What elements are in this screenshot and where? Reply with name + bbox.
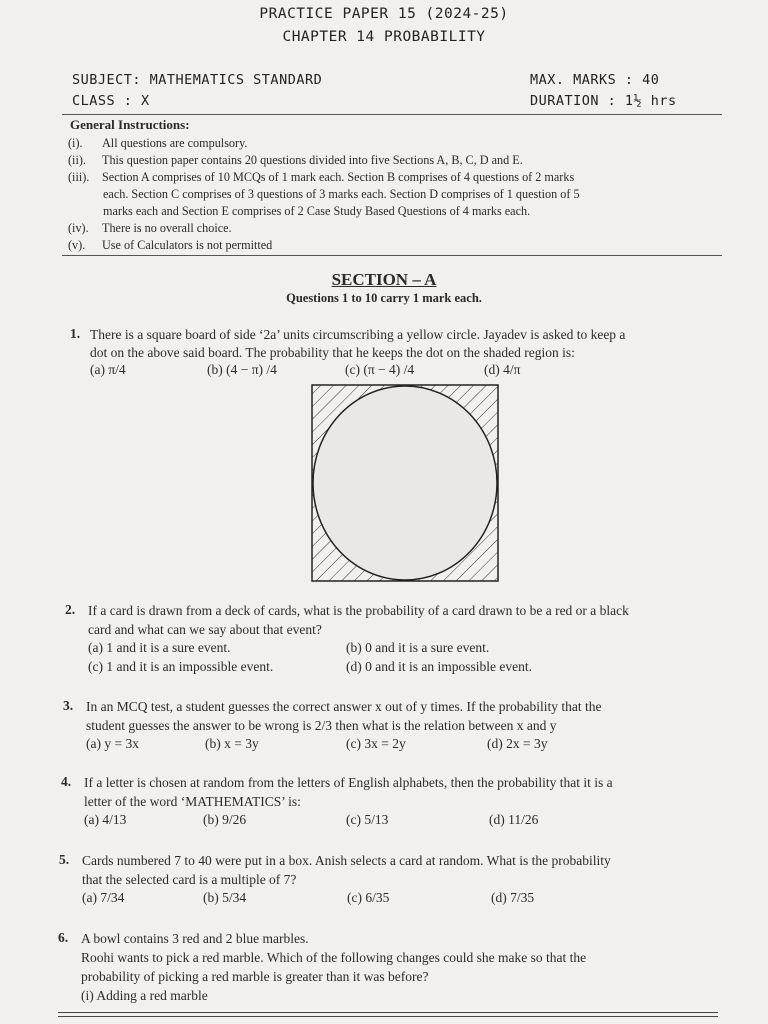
- square-circle-figure: [310, 383, 502, 585]
- question-line: student guesses the answer to be wrong is 2/3 then what is the relation between x and y: [86, 718, 557, 733]
- option-d: (d) 7/35: [491, 890, 535, 905]
- instruction-item: [68, 152, 718, 169]
- header-divider: [62, 114, 722, 115]
- option-a: (a) y = 3x: [86, 736, 139, 751]
- option-b: (b) 9/26: [203, 812, 247, 827]
- question-line: letter of the word ‘MATHEMATICS’ is:: [84, 794, 301, 809]
- instruction-text: All questions are compulsory.: [102, 136, 248, 150]
- question-line: dot on the above said board. The probability that he keeps the dot on the shaded region is:: [90, 345, 575, 360]
- duration-label: DURATION : 1½ hrs: [530, 93, 677, 109]
- inscribed-circle: [313, 386, 497, 580]
- option-c: (c) 6/35: [347, 890, 390, 905]
- option-d: (d) 2x = 3y: [487, 736, 548, 751]
- question-number: 1.: [70, 326, 81, 341]
- question-line: Roohi wants to pick a red marble. Which of the following changes could she make so that the: [81, 950, 587, 965]
- question-number: 2.: [65, 602, 76, 617]
- option-d: (d) 4/π: [484, 362, 521, 377]
- option-c: (c) (π − 4) /4: [345, 362, 415, 377]
- question-number: 4.: [61, 774, 72, 789]
- question-line: If a letter is chosen at random from the letters of English alphabets, then the probability that it is a: [84, 775, 613, 790]
- instruction-item: [68, 169, 718, 186]
- question-number: 6.: [58, 930, 69, 945]
- instruction-text: Use of Calculators is not permitted: [102, 238, 273, 252]
- instructions-divider: [62, 255, 722, 256]
- question-line: (i) Adding a red marble: [81, 988, 208, 1003]
- instruction-number: (v).: [68, 238, 86, 252]
- paper-title: PRACTICE PAPER 15 (2024-25): [259, 6, 509, 22]
- instruction-text: This question paper contains 20 questions divided into five Sections A, B, C, D and E.: [102, 153, 523, 167]
- instruction-text-continued: marks each and Section E comprises of 2 Case Study Based Questions of 4 marks each.: [103, 204, 531, 218]
- instruction-text: There is no overall choice.: [102, 221, 232, 235]
- page-bottom-rule: [58, 1012, 718, 1013]
- question-line: There is a square board of side ‘2a’ units circumscribing a yellow circle. Jayadev is asked to keep a: [90, 327, 626, 342]
- class-label: CLASS : X: [72, 93, 150, 109]
- question-line: A bowl contains 3 red and 2 blue marbles.: [81, 931, 309, 946]
- instruction-number: (iv).: [68, 221, 89, 235]
- section-subtitle: Questions 1 to 10 carry 1 mark each.: [286, 291, 482, 305]
- question-line: probability of picking a red marble is greater than it was before?: [81, 969, 429, 984]
- section-title: SECTION – A: [331, 270, 437, 289]
- instruction-text-continued: each. Section C comprises of 3 questions of 3 marks each. Section D comprises of 1 question of 5: [103, 187, 580, 201]
- question-number: 3.: [63, 698, 74, 713]
- option-b: (b) (4 − π) /4: [207, 362, 277, 377]
- option-a: (a) 4/13: [84, 812, 127, 827]
- subject-label: SUBJECT: MATHEMATICS STANDARD: [72, 72, 323, 88]
- option-d: (d) 11/26: [489, 812, 539, 827]
- option-c: (c) 3x = 2y: [346, 736, 406, 751]
- option-b: (b) 0 and it is a sure event.: [346, 640, 490, 655]
- instruction-number: (ii).: [68, 153, 86, 167]
- option-a: (a) 1 and it is a sure event.: [88, 640, 231, 655]
- question-line: If a card is drawn from a deck of cards, what is the probability of a card drawn to be a red or a black: [88, 603, 629, 618]
- option-a: (a) 7/34: [82, 890, 125, 905]
- option-b: (b) 5/34: [203, 890, 247, 905]
- instruction-item: [68, 237, 718, 254]
- instruction-text: Section A comprises of 10 MCQs of 1 mark each. Section B comprises of 4 questions of 2 marks: [102, 170, 575, 184]
- instruction-item: [68, 135, 718, 152]
- instruction-item: [68, 220, 718, 237]
- instruction-number: (i).: [68, 136, 83, 150]
- question-line: Cards numbered 7 to 40 were put in a box. Anish selects a card at random. What is the probability: [82, 853, 611, 868]
- instructions-title: General Instructions:: [70, 117, 190, 132]
- option-d: (d) 0 and it is an impossible event.: [346, 659, 532, 674]
- question-number: 5.: [59, 852, 70, 867]
- chapter-title: CHAPTER 14 PROBABILITY: [282, 29, 486, 45]
- instruction-number: (iii).: [68, 170, 90, 184]
- question-line: card and what can we say about that event?: [88, 622, 322, 637]
- max-marks-label: MAX. MARKS : 40: [530, 72, 660, 88]
- option-c: (c) 5/13: [346, 812, 389, 827]
- question-line: In an MCQ test, a student guesses the correct answer x out of y times. If the probability that the: [86, 699, 602, 714]
- option-a: (a) π/4: [90, 362, 126, 377]
- option-c: (c) 1 and it is an impossible event.: [88, 659, 274, 674]
- option-b: (b) x = 3y: [205, 736, 259, 751]
- question-line: that the selected card is a multiple of 7?: [82, 872, 297, 887]
- page-bottom-rule: [58, 1016, 718, 1017]
